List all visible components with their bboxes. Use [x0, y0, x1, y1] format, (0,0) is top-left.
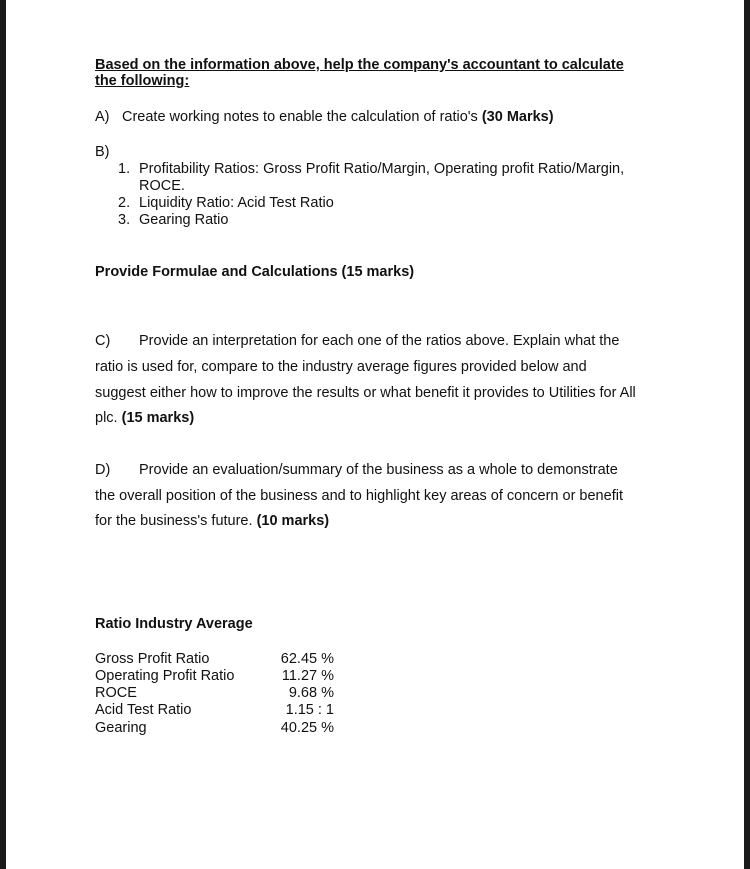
section-b-label: B)	[95, 144, 110, 160]
ratio-value: 1.15 : 1	[285, 702, 334, 718]
section-d-line-2: the overall position of the business and to highlight key areas of concern or benefit	[95, 488, 623, 504]
section-d-line-3	[95, 513, 329, 529]
list-item: Profitability Ratios: Gross Profit Ratio/Margin, Operating profit Ratio/Margin,	[139, 161, 625, 177]
list-item-number: 2.	[118, 195, 131, 211]
ratio-name: Operating Profit Ratio	[95, 668, 235, 684]
document-page	[6, 0, 744, 869]
list-item: Liquidity Ratio: Acid Test Ratio	[139, 195, 334, 211]
ratio-name: ROCE	[95, 685, 137, 701]
section-d-text-end: for the business's future.	[95, 513, 253, 529]
ratio-name: Gross Profit Ratio	[95, 651, 210, 667]
section-c-label: C)	[95, 333, 111, 349]
list-item-number: 1.	[118, 161, 131, 177]
industry-average-title: Ratio Industry Average	[95, 616, 253, 632]
formulae-heading: Provide Formulae and Calculations (15 marks)	[95, 264, 415, 280]
ratio-name: Gearing	[95, 720, 147, 736]
ratio-value: 11.27 %	[281, 668, 334, 684]
ratio-name: Acid Test Ratio	[95, 702, 192, 718]
section-a-marks: (30 Marks)	[481, 109, 554, 125]
section-a-text: Create working notes to enable the calculation of ratio's	[122, 109, 478, 125]
section-c-marks: (15 marks)	[121, 410, 195, 426]
section-d-marks: (10 marks)	[256, 513, 330, 529]
section-c-line-2: ratio is used for, compare to the industry average figures provided below and	[95, 359, 587, 375]
list-item-number: 3.	[118, 212, 131, 228]
heading-line-2: the following:	[95, 73, 190, 89]
ratio-value: 9.68 %	[288, 685, 334, 701]
ratio-value: 40.25 %	[280, 720, 334, 736]
section-c-line-3: suggest either how to improve the results or what benefit it provides to Utilities for All	[95, 385, 636, 401]
list-item-continuation: ROCE.	[139, 178, 185, 194]
section-a	[122, 109, 554, 125]
section-d-line-1: Provide an evaluation/summary of the business as a whole to demonstrate	[139, 462, 618, 478]
heading-line-1: Based on the information above, help the company's accountant to calculate	[95, 57, 624, 73]
ratio-value: 62.45 %	[280, 651, 334, 667]
section-c-line-1: Provide an interpretation for each one of the ratios above. Explain what the	[139, 333, 620, 349]
section-c-line-4	[95, 410, 194, 426]
list-item: Gearing Ratio	[139, 212, 229, 228]
section-a-label: A)	[95, 109, 110, 125]
section-d-label: D)	[95, 462, 111, 478]
section-c-text-end: plc.	[95, 410, 118, 426]
